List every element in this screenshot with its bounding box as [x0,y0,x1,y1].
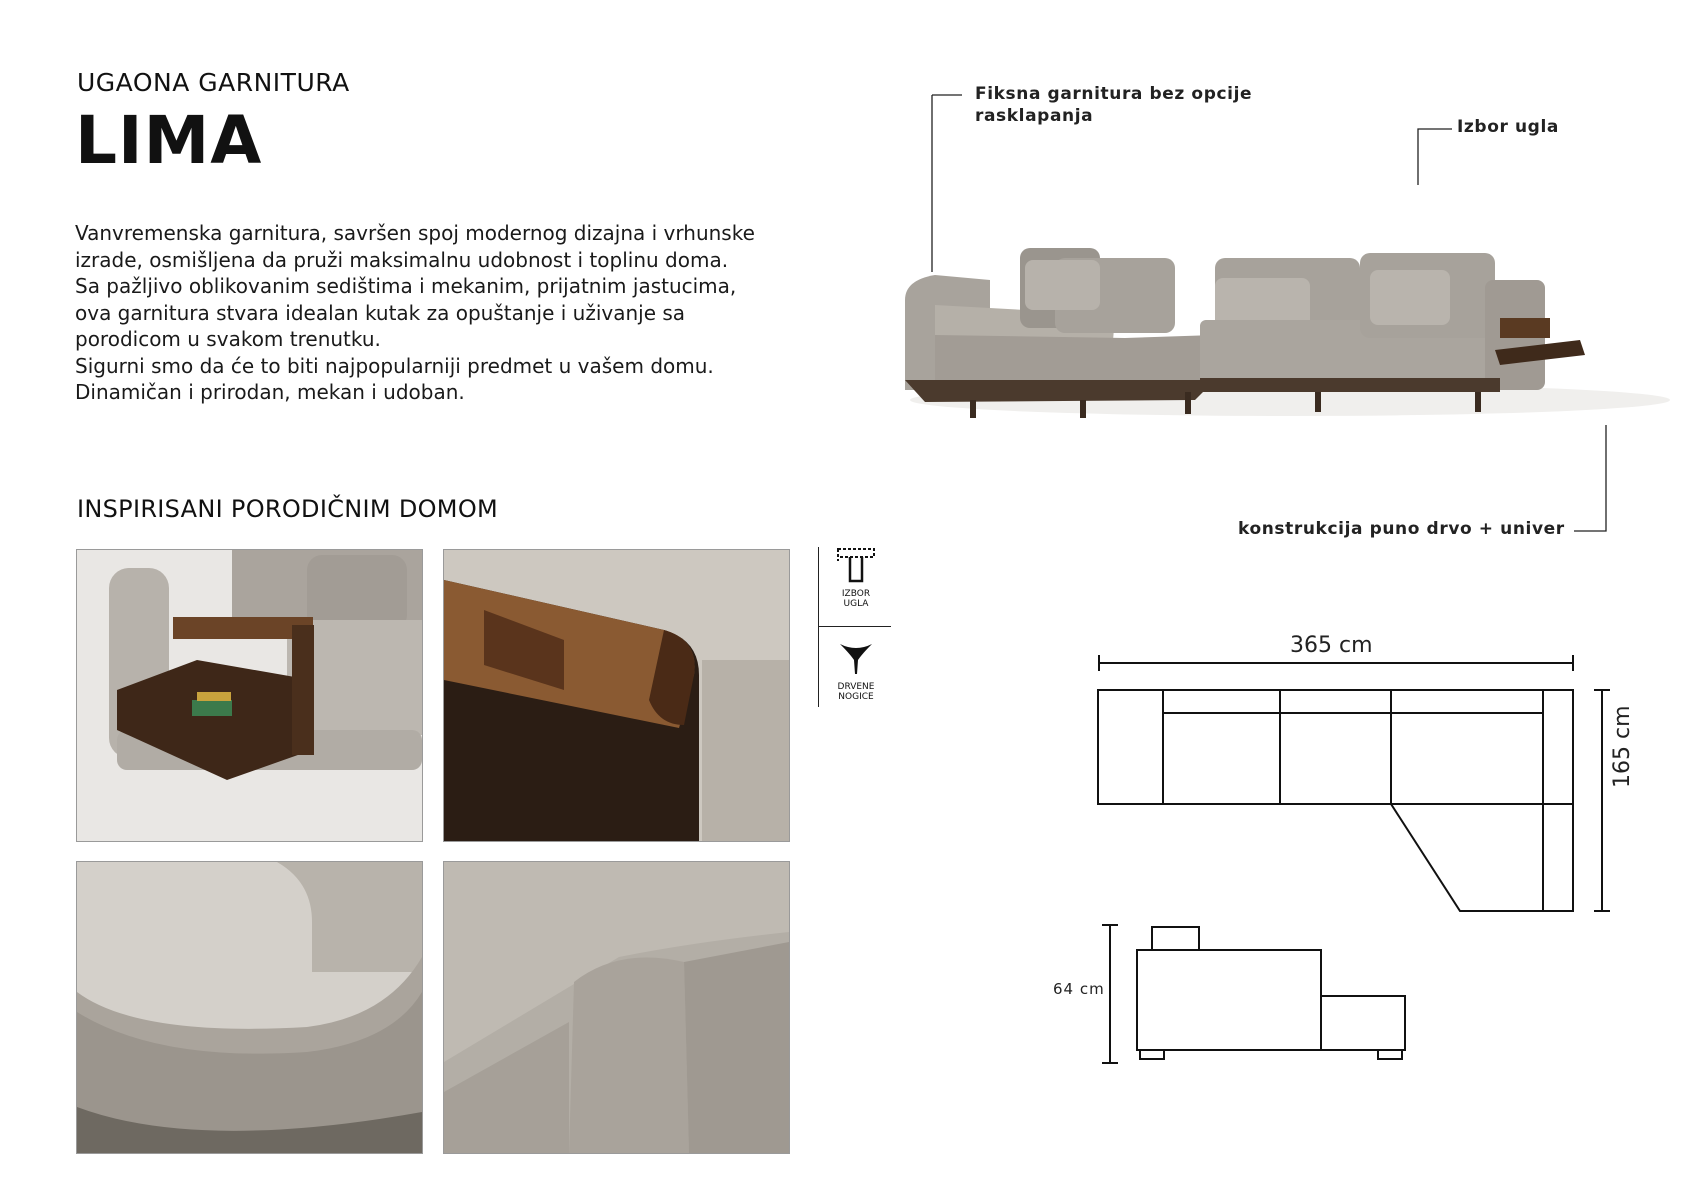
callout-fixed-line1: Fiksna garnitura bez opcije [975,84,1253,104]
feature-label: NOGICE [838,692,874,702]
product-category: UGAONA GARNITURA [77,68,350,97]
dimension-depth: 165 cm [1610,705,1635,788]
callout-fixed-line2: rasklapanja [975,106,1094,126]
description-line: Dinamičan i prirodan, mekan i udoban. [75,380,465,404]
description-line: ova garnitura stvara idealan kutak za opuštanje i uživanje sa [75,300,686,325]
feature-label: DRVENE [837,682,875,692]
product-title: LIMA [75,102,263,179]
callout-corner: Izbor ugla [1457,117,1559,137]
callout-construction: konstrukcija puno drvo + univer [1238,519,1565,539]
dimension-width: 365 cm [1290,633,1373,658]
section-title: INSPIRISANI PORODIČNIM DOMOM [77,495,499,523]
description-line: Vanvremenska garnitura, savršen spoj modernog dizajna i vrhunske [75,221,755,245]
feature-label: UGLA [843,599,869,609]
description-line: Sigurni smo da će to biti najpopularniji predmet u vašem domu. [75,353,714,378]
description-line: porodicom u svakom trenutku. [75,327,381,351]
dimension-height: 64 cm [1053,980,1105,998]
description-line: Sa pažljivo oblikovanim sedištima i mekanim, prijatnim jastucima, [75,274,737,298]
feature-label: IZBOR [841,589,871,599]
description-line: izrade, osmišljena da pruži maksimalnu udobnost i toplinu doma. [75,247,729,272]
